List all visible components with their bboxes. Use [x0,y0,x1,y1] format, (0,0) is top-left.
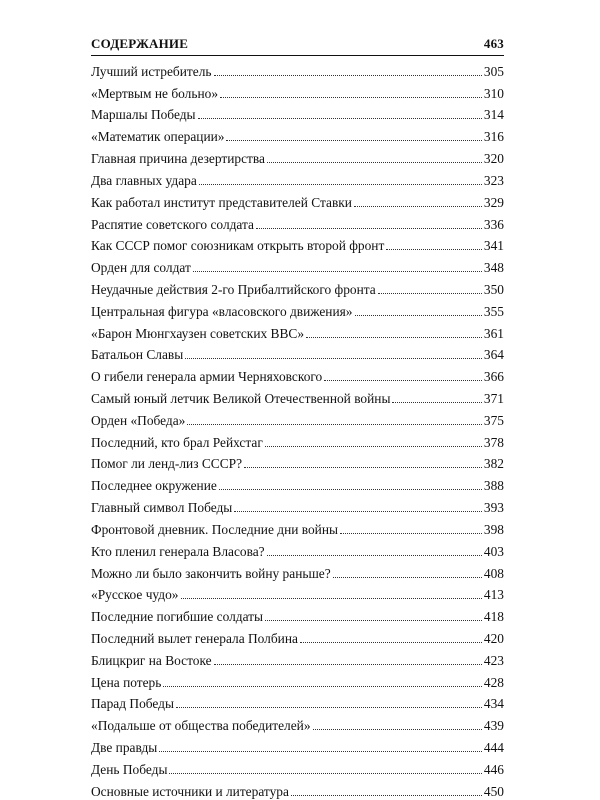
toc-entry-page: 314 [483,107,504,123]
toc-entry-title: Самый юный летчик Великой Отечественной войны [91,391,391,406]
dot-leader [187,424,482,425]
toc-entry [91,669,504,691]
toc-entry-title: Лучший истребитель [91,63,212,79]
toc-entry-page: 320 [483,151,504,167]
toc-entry-page: 439 [483,718,504,734]
toc-entry-title: Распятие советского солдата [91,216,254,232]
dot-leader [256,228,482,229]
toc-entry [91,560,504,582]
toc-entry-title: «Математик операции» [91,129,225,145]
dot-leader [265,620,482,621]
dot-leader [169,773,481,774]
toc-entry [91,625,504,647]
dot-leader [219,489,482,490]
toc-entry-page: 341 [483,238,504,254]
page-number: 463 [483,36,504,51]
toc-entry-page: 361 [483,325,504,341]
toc-entry-page: 375 [483,412,504,428]
toc-entry-title: Две правды [91,740,158,755]
toc-entry-title: День Победы [91,761,168,777]
toc-entry-page: 444 [483,740,504,755]
dot-leader [392,402,481,403]
dot-leader [355,315,482,316]
toc-entry [91,233,504,255]
toc-entry-title: Орден «Победа» [91,412,186,428]
toc-entry-title: Парад Победы [91,696,174,712]
toc-entry-page: 366 [483,369,504,385]
toc-entry [91,429,504,451]
dot-leader [333,577,482,578]
toc-entry-title: Главный символ Победы [91,500,233,516]
toc-entry-page: 420 [483,630,504,646]
toc-entry-page: 378 [483,434,504,450]
toc-entry-page: 398 [483,521,504,537]
toc-entry [91,712,504,734]
toc-entry-page: 382 [483,456,504,472]
toc-entry [91,58,504,80]
dot-leader [354,206,482,207]
toc-entry [91,778,504,800]
toc-entry-title: О гибели генерала армии Черняховского [91,369,323,385]
toc-entry-page: 403 [483,543,504,559]
dot-leader [181,598,482,599]
toc-entry-page: 310 [483,85,504,101]
toc-entry-page: 348 [483,260,504,276]
toc-entry [91,276,504,298]
toc-entry-page: 408 [483,565,504,581]
dot-leader [291,795,482,796]
toc-entry-page: 388 [483,478,504,494]
toc-entry-page: 323 [483,172,504,188]
dot-leader [159,751,482,752]
toc-entry-page: 336 [483,216,504,232]
toc-entry-title: Последние погибшие солдаты [91,609,264,625]
toc-entry [91,211,504,233]
toc-entry [91,691,504,713]
toc-entry [91,298,504,320]
toc-entry-title: Можно ли было закончить войну раньше? [91,565,331,581]
toc-entry [91,167,504,189]
dot-leader [306,337,482,338]
dot-leader [226,140,481,141]
toc-entry-page: 418 [483,609,504,625]
toc-entry-title: Последний, кто брал Рейхстаг [91,434,263,450]
toc-entry [91,603,504,625]
dot-leader [267,555,482,556]
dot-leader [378,293,482,294]
running-header [91,36,504,56]
toc-entry-page: 423 [483,652,504,668]
toc-entry [91,102,504,124]
toc-entry [91,538,504,560]
header-rule [91,55,504,56]
dot-leader [267,162,482,163]
toc-entry [91,123,504,145]
toc-entry-title: Два главных удара [91,172,197,188]
toc-entry [91,472,504,494]
toc-entry-title: Последний вылет генерала Полбина [91,630,298,646]
toc-entry-title: Блицкриг на Востоке [91,652,212,668]
dot-leader [185,358,482,359]
toc-entry-title: Цена потерь [91,674,162,690]
toc-entry-page: 371 [483,391,504,406]
toc-entry-title: «Мертвым не больно» [91,85,219,101]
toc-entry-title: Маршалы Победы [91,107,196,123]
dot-leader [313,729,482,730]
toc-entry [91,451,504,473]
toc-entry-title: Центральная фигура «власовского движения» [91,303,353,319]
toc-entry-page: 413 [483,587,504,603]
toc-entry [91,363,504,385]
toc-entry-page: 329 [483,194,504,210]
dot-leader [265,446,482,447]
toc-entry-page: 428 [483,674,504,690]
dot-leader [214,664,482,665]
dot-leader [193,271,482,272]
toc-entry [91,407,504,429]
toc-entry-page: 446 [483,761,504,777]
toc-entry-page: 305 [483,63,504,79]
dot-leader [340,533,482,534]
toc-entry-page: 450 [483,783,504,799]
toc-entry [91,582,504,604]
toc-entry [91,647,504,669]
toc-entry-page: 316 [483,129,504,145]
toc-entry-page: 393 [483,500,504,516]
toc-entry-title: Последнее окружение [91,478,217,494]
toc-entry-title: Как СССР помог союзникам открыть второй фронт [91,238,385,254]
dot-leader [163,686,482,687]
toc-entry-title: Неудачные действия 2-го Прибалтийского фронта [91,281,376,297]
toc-entry [91,342,504,364]
toc-entry-title: Помог ли ленд-лиз СССР? [91,456,243,472]
toc-entry-page: 350 [483,281,504,297]
toc-entry-title: «Барон Мюнгхаузен советских ВВС» [91,325,305,341]
toc-entry-title: «Подальше от общества победителей» [91,718,311,734]
toc-entry-title: Главная причина дезертирства [91,151,265,167]
toc-entry-title: Как работал институт представителей Ставки [91,194,352,210]
toc-entry-title: Кто пленил генерала Власова? [91,543,265,559]
dot-leader [324,380,482,381]
dot-leader [244,467,482,468]
toc-entry [91,189,504,211]
dot-leader [198,118,482,119]
toc-entry-page: 364 [483,347,504,363]
dot-leader [214,75,482,76]
toc-entry [91,320,504,342]
toc-entry-page: 355 [483,303,504,319]
toc-entry [91,80,504,102]
dot-leader [199,184,482,185]
toc-entry-page: 434 [483,696,504,712]
toc-entry-title: Основные источники и литература [91,783,289,799]
dot-leader [300,642,482,643]
toc-entry [91,145,504,167]
table-of-contents [91,58,504,800]
toc-entry-title: Батальон Славы [91,347,184,363]
toc-entry [91,734,504,756]
toc-entry-title: Фронтовой дневник. Последние дни войны [91,521,339,537]
dot-leader [386,249,482,250]
section-title: СОДЕРЖАНИЕ [91,36,189,51]
toc-entry [91,756,504,778]
toc-entry-title: «Русское чудо» [91,587,179,603]
dot-leader [220,97,482,98]
toc-entry [91,494,504,516]
dot-leader [234,511,482,512]
toc-entry [91,385,504,407]
dot-leader [176,707,482,708]
toc-entry-title: Орден для солдат [91,260,191,276]
toc-entry [91,516,504,538]
toc-entry [91,254,504,276]
